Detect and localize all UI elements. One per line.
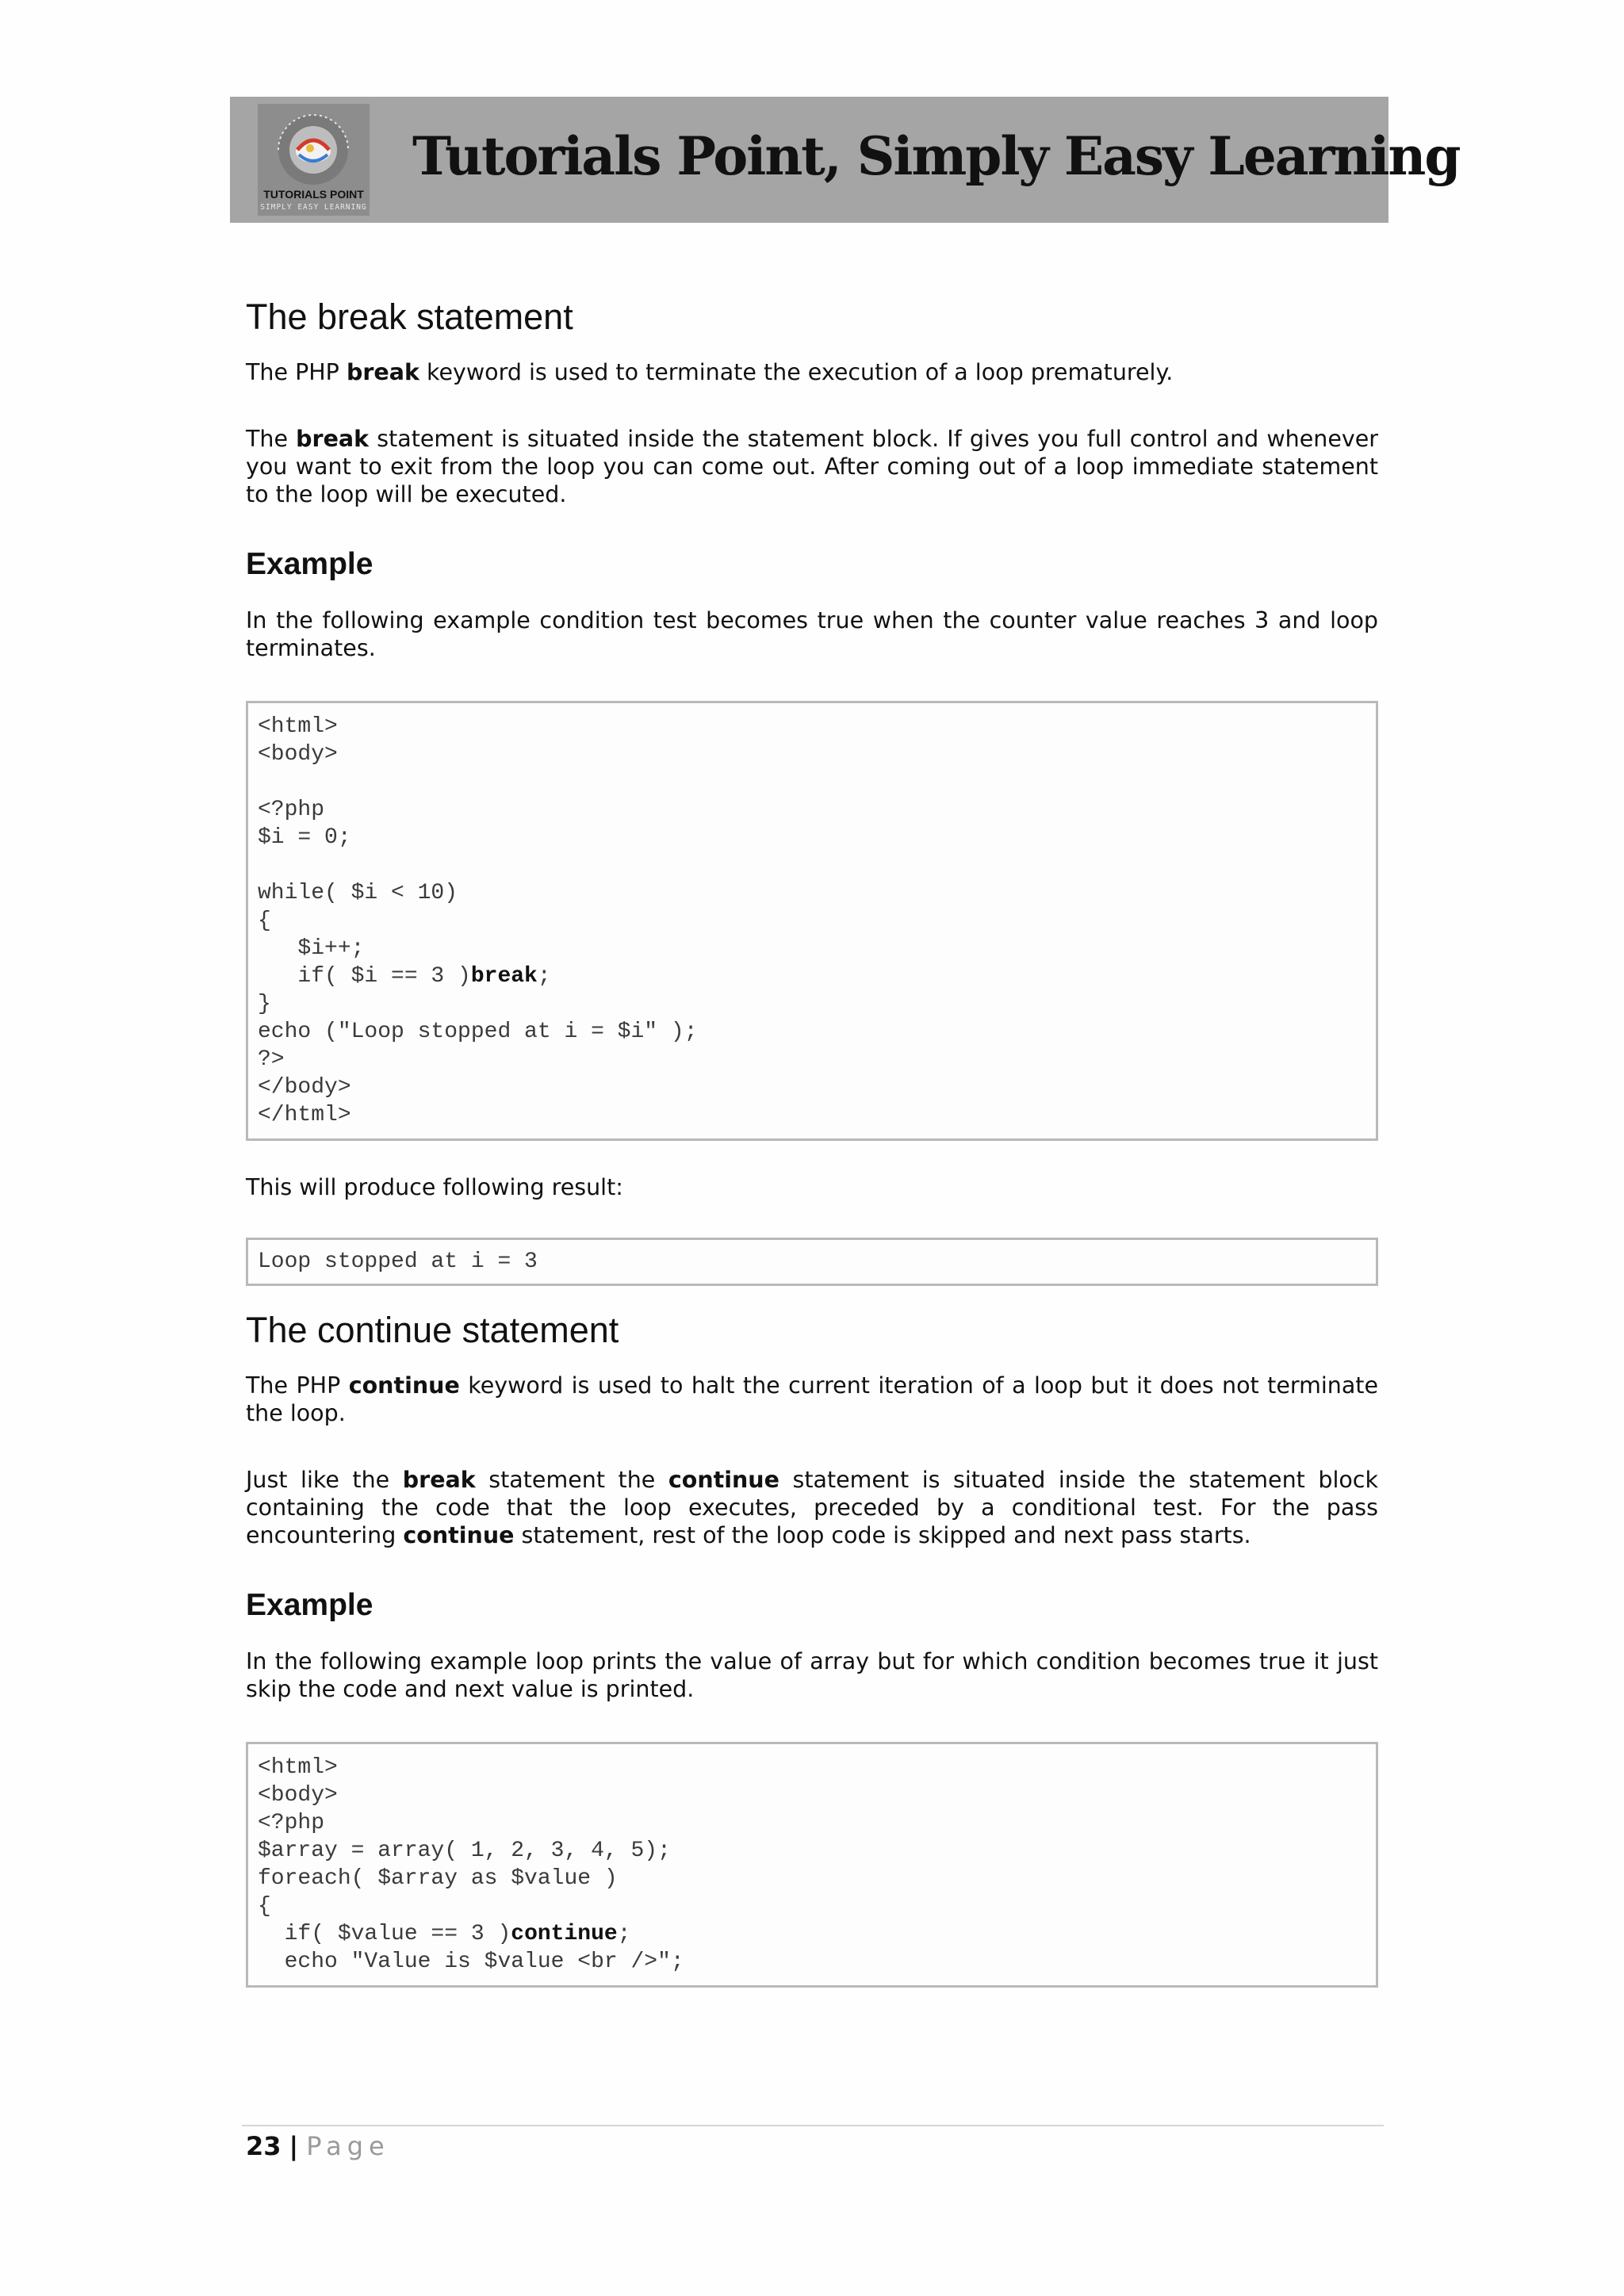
code-line	[258, 851, 1366, 879]
code-line: if( $i == 3 )break;	[258, 964, 551, 989]
output-block	[246, 1238, 1378, 1286]
code-line: while( $i < 10)	[258, 881, 458, 905]
page-label: Page	[306, 2131, 390, 2161]
section-heading-continue: The continue statement	[246, 1310, 619, 1350]
page-header-banner	[230, 97, 1460, 223]
code-line: foreach( $array as $value )	[258, 1866, 618, 1891]
code-line: <body>	[258, 1783, 338, 1808]
tutorialspoint-logo	[258, 104, 370, 216]
code-line: {	[258, 909, 271, 933]
logo-tagline: SIMPLY EASY LEARNING	[260, 203, 367, 212]
code-line: if( $value == 3 )continue;	[258, 1922, 631, 1946]
code-line: <html>	[258, 1755, 338, 1780]
code-line: <html>	[258, 714, 338, 739]
paragraph: The PHP break keyword is used to terminate the execution of a loop prematurely.	[246, 359, 1174, 385]
code-line: echo "Value is $value <br />";	[258, 1950, 684, 1974]
paragraph: The break statement is situated inside the statement block. If gives you full control and whenever you want to exit from the loop you can come out. After coming out of a loop immediate statement to the loop will be executed.	[246, 426, 1378, 507]
page-number: 23	[246, 2131, 282, 2161]
example-heading: Example	[246, 1588, 373, 1622]
code-line: $i++;	[258, 936, 365, 961]
paragraph: Just like the break statement the continue statement is situated inside the statement block containing the code that the loop executes, preceded by a conditional test. For the pass encountering continue statement, rest of the loop code is skipped and next pass starts.	[246, 1467, 1378, 1548]
paragraph: In the following example loop prints the value of array but for which condition becomes true it just skip the code and next value is printed.	[246, 1648, 1378, 1702]
code-line: <?php	[258, 798, 325, 822]
code-line: $i = 0;	[258, 825, 351, 850]
page-footer	[246, 2131, 390, 2161]
code-line: }	[258, 992, 271, 1016]
footer-separator: |	[289, 2131, 299, 2161]
example-heading: Example	[246, 547, 373, 581]
code-line: $array = array( 1, 2, 3, 4, 5);	[258, 1839, 671, 1863]
footer-divider	[242, 2125, 1384, 2126]
code-block	[246, 701, 1378, 1141]
paragraph: The PHP continue keyword is used to halt the current iteration of a loop but it does not terminate the loop.	[246, 1372, 1378, 1426]
code-line: <?php	[258, 1811, 325, 1835]
code-line	[258, 768, 1366, 796]
output-line: Loop stopped at i = 3	[258, 1249, 538, 1274]
banner-title: Tutorials Point, Simply Easy Learning	[412, 125, 1460, 187]
code-line: ?>	[258, 1047, 285, 1072]
code-line: {	[258, 1894, 271, 1919]
code-line: </html>	[258, 1103, 351, 1127]
section-heading-break: The break statement	[246, 297, 573, 337]
code-line: <body>	[258, 742, 338, 767]
page-content	[246, 277, 1378, 2020]
code-line: echo ("Loop stopped at i = $i" );	[258, 1020, 698, 1044]
paragraph: In the following example condition test becomes true when the counter value reaches 3 and loop terminates.	[246, 607, 1378, 661]
code-line: </body>	[258, 1075, 351, 1100]
logo-wordmark: TUTORIALS POINT	[263, 188, 364, 201]
code-block	[246, 1742, 1378, 1988]
paragraph: This will produce following result:	[246, 1174, 623, 1200]
